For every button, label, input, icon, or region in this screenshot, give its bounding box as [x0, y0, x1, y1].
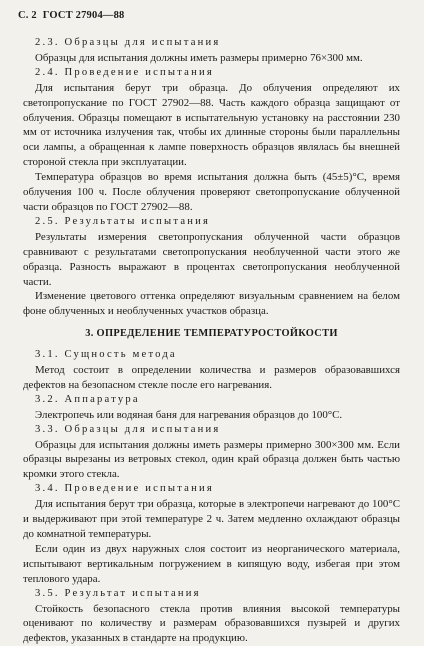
paragraph: Для испытания берут три образца, которые в электропечи нагревают до 100°С и выдерживают при этой температуре 2 ч. Затем медленно охлаждают образцы до комнатной температуры.	[23, 498, 400, 540]
paragraph: Для испытания берут три образца. До облучения определяют их светопропускание по ГОСТ 27902—88. Часть каждого образца защищают от облучения. Образцы помещают в испытательную установку на расстоянии 230 мм от источника излучения так, чтобы их длинные стороны были параллельны оси лампы, а обращенная к лампе поверхность образцов являлась бы внешней стороной стекла при эксплуатации.	[23, 81, 400, 169]
section-heading: 3. ОПРЕДЕЛЕНИЕ ТЕМПЕРАТУРОСТОЙКОСТИ	[85, 328, 338, 340]
subsection-heading: 3.2. Аппаратура	[35, 393, 140, 405]
document-body	[23, 36, 400, 646]
subsection-heading: 2.5. Результаты испытания	[35, 215, 211, 227]
page-header	[18, 10, 125, 21]
subsection-heading: 3.1. Сущность метода	[35, 349, 177, 361]
standard-number: ГОСТ 27904—88	[42, 10, 125, 21]
subsection-heading: 2.4. Проведение испытания	[35, 66, 214, 78]
paragraph: Метод состоит в определении количества и размеров образовавшихся дефектов на безопасном стекле после его нагревания.	[23, 364, 400, 391]
subsection-heading: 3.4. Проведение испытания	[35, 483, 214, 495]
paragraph: Изменение цветового оттенка определяют визуальным сравнением на белом фоне облученных и необлученных участков образца.	[23, 290, 400, 318]
subsection-heading: 3.5. Результат испытания	[35, 587, 201, 599]
paragraph: Образцы для испытания должны иметь размеры примерно 300×300 мм. Если образцы вырезаны из ветровых стекол, один край образца должен быть частью кромки этого стекла.	[23, 438, 400, 481]
subsection-heading: 3.3. Образцы для испытания	[35, 423, 221, 435]
paragraph: Результаты измерения светопропускания облученной части образцов сравнивают с результатами светопропускания необлученной части этого же образца. Разность выражают в процентах светопропускания необлученной части.	[23, 230, 400, 288]
paragraph: Температура образцов во время испытания должна быть (45±5)°С, время облучения 100 ч. После облучения проверяют светопропускание облученной части образцов по ГОСТ 27902—88.	[23, 171, 400, 213]
paragraph: Если один из двух наружных слоя состоит из неорганического материала, испытывают вертикальным погружением в кипящую воду, избегая при этом теплового удара.	[23, 542, 400, 585]
page-number: С. 2	[18, 10, 37, 21]
subsection-heading: 2.3. Образцы для испытания	[35, 37, 221, 48]
paragraph: Электропечь или водяная баня для нагревания образцов до 100°С.	[35, 408, 343, 421]
paragraph: Образцы для испытания должны иметь размеры примерно 76×300 мм.	[35, 51, 363, 64]
paragraph: Стойкость безопасного стекла против влияния высокой температуры оценивают по количеству и размерам образовавшихся пузырей и других дефектов, указанных в стандарте на продукцию.	[23, 602, 400, 645]
